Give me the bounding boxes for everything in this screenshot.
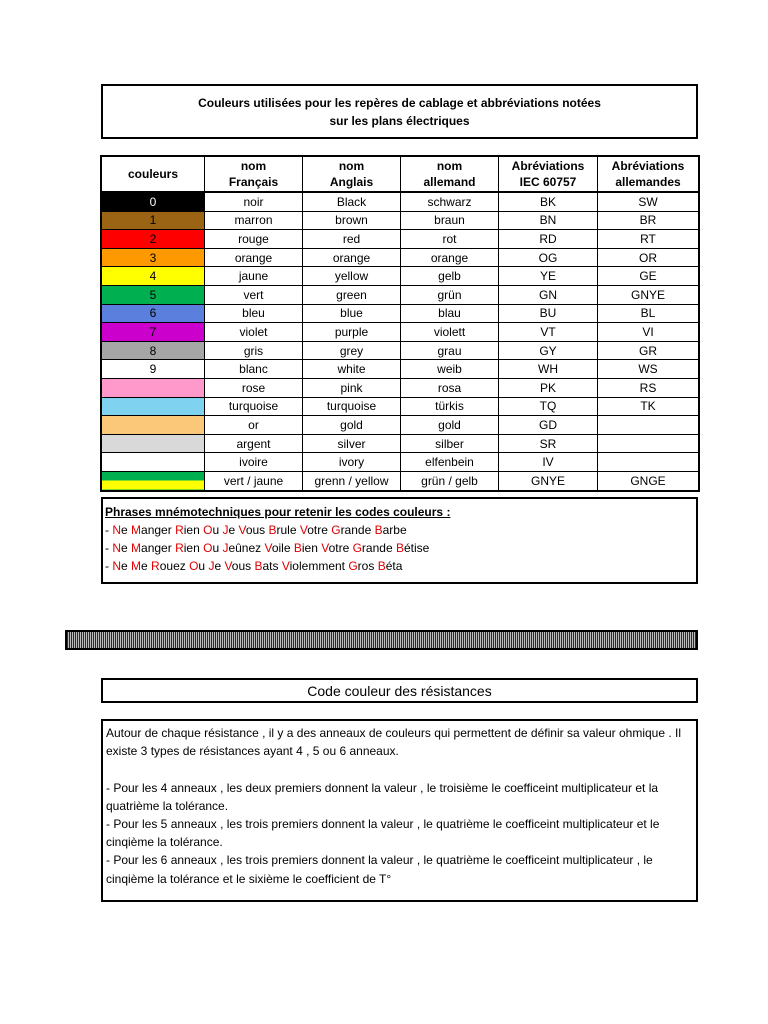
table-row [102,341,699,360]
abbr-german: GNYE [598,285,699,304]
name-german: gold [401,416,499,435]
abbr-iec: OG [499,248,598,267]
page-title-box [101,84,698,139]
table-row [102,267,699,286]
paragraph-gap [106,760,693,778]
color-swatch [102,434,205,453]
abbr-german: GR [598,341,699,360]
mnemonic-phrases-box [101,497,698,584]
mnemonic-title: Phrases mnémotechniques pour retenir les codes couleurs : [105,505,451,519]
name-english: brown [303,211,401,230]
abbr-iec: GNYE [499,471,598,490]
abbr-iec: PK [499,378,598,397]
abbr-iec: GN [499,285,598,304]
abbr-iec: WH [499,360,598,379]
color-swatch [102,397,205,416]
abbr-german [598,416,699,435]
name-german: violett [401,323,499,342]
table-row [102,285,699,304]
color-swatch [102,416,205,435]
name-german: türkis [401,397,499,416]
abbr-iec: GD [499,416,598,435]
header-french: nom Français [205,157,303,193]
name-english: turquoise [303,397,401,416]
name-german: weib [401,360,499,379]
name-german: schwarz [401,192,499,211]
name-french: rose [205,378,303,397]
name-french: turquoise [205,397,303,416]
header-german: nom allemand [401,157,499,193]
name-english: green [303,285,401,304]
mnemonic-list [105,521,694,575]
color-swatch: 9 [102,360,205,379]
header-english: nom Anglais [303,157,401,193]
name-french: argent [205,434,303,453]
name-english: grey [303,341,401,360]
abbr-german: WS [598,360,699,379]
abbr-iec: GY [499,341,598,360]
table-row [102,304,699,323]
resistance-title: Code couleur des résistances [307,682,492,699]
abbr-iec: BN [499,211,598,230]
name-french: vert / jaune [205,471,303,490]
wire-color-table [101,156,699,491]
name-german: grau [401,341,499,360]
table-row [102,248,699,267]
table-row [102,453,699,472]
table-row [102,360,699,379]
color-swatch: 8 [102,341,205,360]
mnemonic-phrase: - Ne Manger Rien Ou Je Vous Brule Votre Grande Barbe [105,523,407,537]
name-french: or [205,416,303,435]
name-french: marron [205,211,303,230]
color-swatch [102,453,205,472]
table-row [102,397,699,416]
name-french: ivoire [205,453,303,472]
table-row [102,416,699,435]
name-english: orange [303,248,401,267]
name-german: silber [401,434,499,453]
color-swatch [102,471,205,490]
color-swatch: 5 [102,285,205,304]
table-header-row [102,157,699,193]
table-row [102,471,699,490]
name-french: gris [205,341,303,360]
name-english: blue [303,304,401,323]
resistance-intro: Autour de chaque résistance , il y a des anneaux de couleurs qui permettent de définir sa valeur ohmique . Il existe 3 types de résistances ayant 4 , 5 ou 6 anneaux. [106,726,682,759]
name-french: violet [205,323,303,342]
name-german: gelb [401,267,499,286]
name-french: orange [205,248,303,267]
header-iec-abbreviation: Abréviations IEC 60757 [499,157,598,193]
color-swatch [102,378,205,397]
mnemonic-phrase: - Ne Me Rouez Ou Je Vous Bats Violemment Gros Béta [105,559,403,573]
resistance-6-bands: - Pour les 6 anneaux , les trois premiers donnent la valeur , le quatrième le coefficeint multiplicateur , le cinqième la tolérance et le sixième le coefficient de T° [106,853,653,886]
name-german: elfenbein [401,453,499,472]
abbr-german: GNGE [598,471,699,490]
abbr-iec: VT [499,323,598,342]
name-german: blau [401,304,499,323]
table-row [102,434,699,453]
name-english: white [303,360,401,379]
table-row [102,230,699,249]
abbr-german: BR [598,211,699,230]
resistance-4-bands: - Pour les 4 anneaux , les deux premiers donnent la valeur , le troisième le coefficeint multiplicateur et la quatrième la tolérance. [106,780,659,813]
color-swatch: 2 [102,230,205,249]
resistance-5-bands: - Pour les 5 anneaux , les trois premiers donnent la valeur , le quatrième le coefficeint multiplicateur et le cinqième la tolérance. [106,817,660,850]
name-english: red [303,230,401,249]
color-swatch: 7 [102,323,205,342]
name-french: vert [205,285,303,304]
color-swatch: 0 [102,192,205,211]
resistance-text-box [101,719,698,902]
abbr-iec: BU [499,304,598,323]
name-french: blanc [205,360,303,379]
separator-bar [65,630,698,650]
name-english: silver [303,434,401,453]
name-french: jaune [205,267,303,286]
resistance-title-box [101,678,698,703]
page-title-line-1: Couleurs utilisées pour les repères de cablage et abbréviations notées [198,95,601,110]
abbr-german: BL [598,304,699,323]
header-german-abbreviation: Abréviations allemandes [598,157,699,193]
abbr-iec: BK [499,192,598,211]
table-row [102,192,699,211]
name-english: Black [303,192,401,211]
name-german: braun [401,211,499,230]
abbr-german: RS [598,378,699,397]
name-german: orange [401,248,499,267]
color-swatch: 3 [102,248,205,267]
name-english: ivory [303,453,401,472]
name-english: yellow [303,267,401,286]
color-swatch: 4 [102,267,205,286]
abbr-german: VI [598,323,699,342]
abbr-iec: TQ [499,397,598,416]
table-row [102,323,699,342]
header-colors: couleurs [102,157,205,193]
name-german: grün [401,285,499,304]
abbr-german [598,434,699,453]
name-french: noir [205,192,303,211]
name-german: rot [401,230,499,249]
name-french: bleu [205,304,303,323]
name-english: purple [303,323,401,342]
mnemonic-phrase: - Ne Manger Rien Ou Jeûnez Voile Bien Votre Grande Bétise [105,541,430,555]
color-swatch: 1 [102,211,205,230]
abbr-iec: IV [499,453,598,472]
name-german: grün / gelb [401,471,499,490]
abbr-german: SW [598,192,699,211]
abbr-iec: SR [499,434,598,453]
abbr-iec: YE [499,267,598,286]
abbr-iec: RD [499,230,598,249]
name-english: gold [303,416,401,435]
color-swatch: 6 [102,304,205,323]
name-english: pink [303,378,401,397]
name-german: rosa [401,378,499,397]
name-french: rouge [205,230,303,249]
abbr-german: OR [598,248,699,267]
abbr-german: TK [598,397,699,416]
abbr-german [598,453,699,472]
name-english: grenn / yellow [303,471,401,490]
table-row [102,211,699,230]
page-title-line-2: sur les plans électriques [329,113,470,128]
table-row [102,378,699,397]
abbr-german: RT [598,230,699,249]
abbr-german: GE [598,267,699,286]
